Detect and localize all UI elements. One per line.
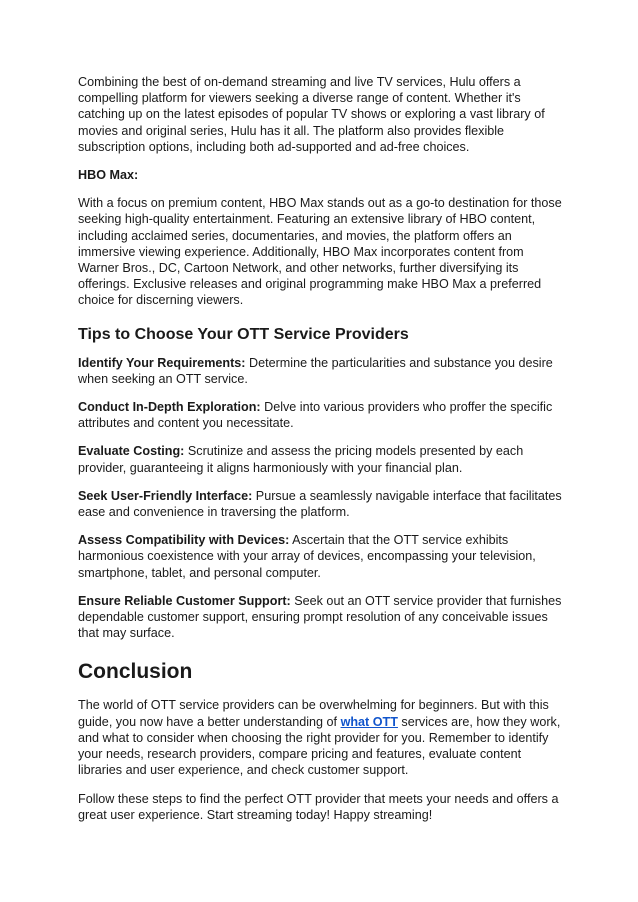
hbo-max-heading: HBO Max: — [78, 168, 139, 183]
conclusion-text-after: services are, how they work, and what to consider when choosing the right provider for you. Remember to identify your needs, research providers, compare pricing and features, evaluate content libraries and user experience, and check customer support. — [78, 714, 561, 778]
conclusion-paragraph-1 — [78, 697, 562, 778]
tip-text: Determine the particularities and substance you desire when seeking an OTT service. — [78, 355, 553, 386]
tip-item — [78, 355, 562, 387]
tip-text: Scrutinize and assess the pricing models presented by each provider, guaranteeing it aligns harmoniously with your financial plan. — [78, 444, 524, 475]
tip-label: Conduct In-Depth Exploration: — [78, 400, 261, 415]
tips-heading: Tips to Choose Your OTT Service Providers — [78, 325, 409, 343]
tip-label: Seek User-Friendly Interface: — [78, 488, 253, 503]
tip-label: Identify Your Requirements: — [78, 355, 246, 370]
what-ott-link[interactable]: what OTT — [340, 714, 398, 729]
tip-label: Assess Compatibility with Devices: — [78, 533, 290, 548]
conclusion-paragraph-2: Follow these steps to find the perfect OTT provider that meets your needs and offers a great user experience. Start streaming today! Happy streaming! — [78, 791, 559, 822]
tip-item — [78, 399, 562, 431]
tip-label: Ensure Reliable Customer Support: — [78, 593, 291, 608]
tip-item — [78, 443, 562, 475]
tip-text: Delve into various providers who proffer the specific attributes and content you necessitate. — [78, 400, 553, 431]
tip-item — [78, 488, 562, 520]
document-page — [78, 74, 562, 823]
tip-text: Ascertain that the OTT service exhibits harmonious coexistence with your array of devices, encompassing your television, smartphone, tablet, and personal computer. — [78, 533, 536, 580]
hulu-paragraph: Combining the best of on-demand streaming and live TV services, Hulu offers a compelling platform for viewers seeking a diverse range of content. Whether it's catching up on the latest episodes of popular TV shows or exploring a vast library of movies and original series, Hulu has it all. The platform also provides flexible subscription options, including both ad-supported and ad-free choices. — [78, 75, 545, 154]
hbo-max-paragraph: With a focus on premium content, HBO Max stands out as a go-to destination for those seeking high-quality entertainment. Featuring an extensive library of HBO content, including acclaimed series, documentaries, and movies, the platform offers an immersive viewing experience. Additionally, HBO Max incorporates content from Warner Bros., DC, Cartoon Network, and other networks, further diversifying its offerings. Exclusive releases and original programming make HBO Max a preferred choice for discerning viewers. — [78, 196, 562, 308]
tip-text: Seek out an OTT service provider that furnishes dependable customer support, ensuring prompt resolution of any conceivable issues that may surface. — [78, 593, 562, 641]
tip-label: Evaluate Costing: — [78, 444, 185, 459]
tip-text: Pursue a seamlessly navigable interface that facilitates ease and convenience in traversing the platform. — [78, 488, 562, 520]
tip-item — [78, 532, 562, 581]
conclusion-heading: Conclusion — [78, 660, 193, 684]
conclusion-text-before: The world of OTT service providers can be overwhelming for beginners. But with this guide, you now have a better understanding of — [78, 698, 549, 729]
tip-item — [78, 593, 562, 642]
